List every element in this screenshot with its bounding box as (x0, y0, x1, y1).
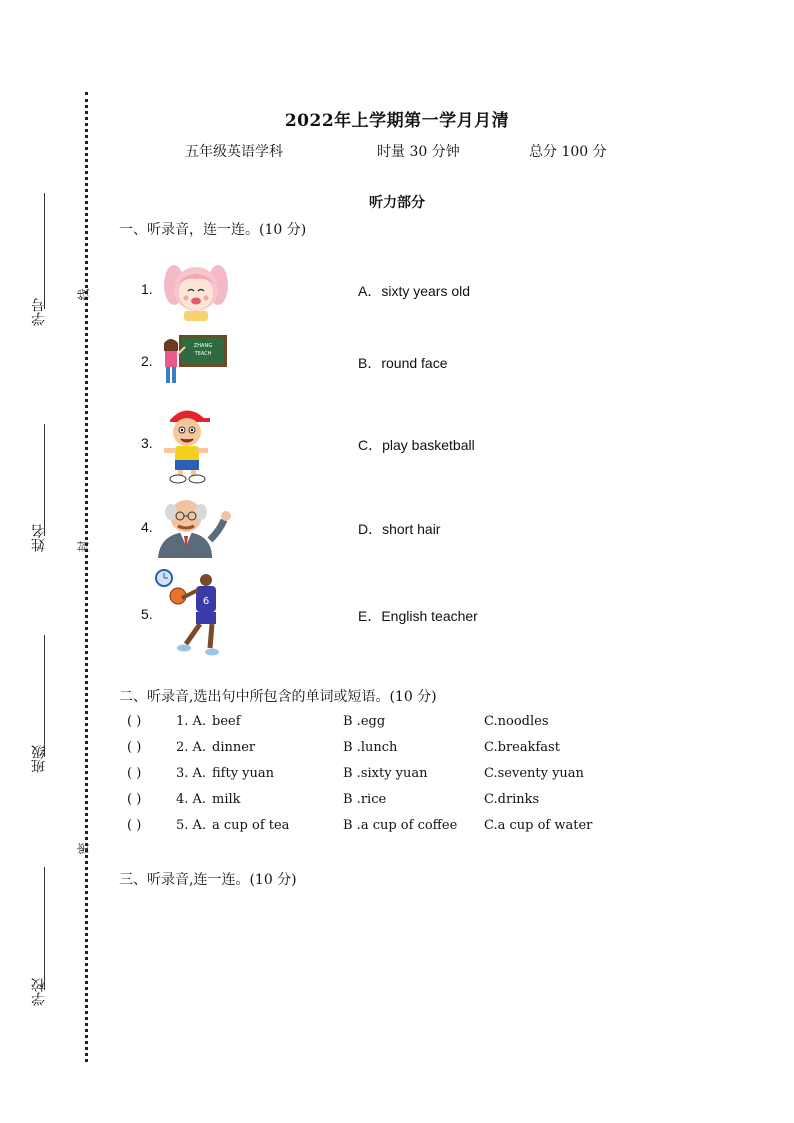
option-b: B .rice (343, 792, 387, 807)
part-title: 听力部分 (369, 195, 425, 211)
section3-heading: 三、听录音,连一连。(10 分) (119, 872, 297, 888)
option-a: fifty yuan (212, 766, 275, 781)
match-option: B．round face (358, 355, 448, 371)
option-a: beef (212, 714, 241, 729)
old-man-picture (154, 494, 236, 558)
question-number: 2. A. (176, 740, 207, 755)
section2-heading: 二、听录音,选出句中所包含的单词或短语。(10 分) (119, 689, 437, 705)
item-number: 2. (141, 353, 153, 369)
option-c: C.noodles (484, 714, 549, 729)
board-text-line: TEACH (194, 351, 212, 357)
answer-paren[interactable]: ( ) (127, 792, 142, 807)
board-text-line: ZHANG (193, 343, 213, 349)
exam-title: 2022年上学期第一学月月清 (284, 111, 510, 131)
binding-dotted-line (85, 92, 88, 1062)
option-b: B .lunch (343, 740, 398, 755)
school-blank (44, 867, 45, 990)
option-c: C.breakfast (484, 740, 560, 755)
name-blank (44, 424, 45, 536)
item-number: 3. (141, 435, 153, 451)
seal-seal-char: 封 (76, 540, 91, 553)
seal-secret-char: 密 (76, 842, 91, 855)
seal-line-char: 线 (76, 288, 91, 301)
svg-text:6: 6 (202, 596, 210, 607)
match-option: A．sixty years old (358, 283, 471, 299)
question-number: 1. A. (176, 714, 207, 729)
name-label: 姓名 (31, 524, 47, 552)
answer-paren[interactable]: ( ) (127, 766, 142, 781)
item-number: 1. (141, 281, 153, 297)
option-b: B .egg (343, 714, 386, 729)
school-label: 学校 (31, 978, 47, 1006)
exam-time: 时量 30 分钟 (377, 144, 460, 160)
option-c: C.drinks (484, 792, 540, 807)
english-teacher-picture (157, 333, 229, 389)
option-c: C.a cup of water (484, 818, 593, 833)
answer-paren[interactable]: ( ) (127, 714, 142, 729)
boy-cap-picture (154, 402, 220, 484)
option-c: C.seventy yuan (484, 766, 584, 781)
option-b: B .sixty yuan (343, 766, 428, 781)
answer-paren[interactable]: ( ) (127, 740, 142, 755)
girl-round-face-picture (160, 255, 232, 321)
answer-paren[interactable]: ( ) (127, 818, 142, 833)
option-b: B .a cup of coffee (343, 818, 458, 833)
exam-subject: 五年级英语学科 (185, 144, 283, 160)
item-number: 5. (141, 606, 153, 622)
option-a: a cup of tea (212, 818, 290, 833)
match-option: E．English teacher (358, 608, 478, 624)
class-blank (44, 635, 45, 757)
class-label: 班级 (31, 745, 47, 773)
question-number: 5. A. (176, 818, 207, 833)
option-a: dinner (212, 740, 256, 755)
match-option: C．play basketball (358, 437, 475, 453)
student-id-label: 学号 (31, 298, 47, 326)
match-option: D．short hair (358, 521, 441, 537)
item-number: 4. (141, 519, 153, 535)
basketball-player-picture (152, 566, 228, 656)
question-number: 3. A. (176, 766, 207, 781)
section1-heading: 一、听录音，连一连。(10 分) (119, 222, 307, 238)
option-a: milk (212, 792, 241, 807)
exam-total: 总分 100 分 (529, 144, 607, 160)
question-number: 4. A. (176, 792, 207, 807)
